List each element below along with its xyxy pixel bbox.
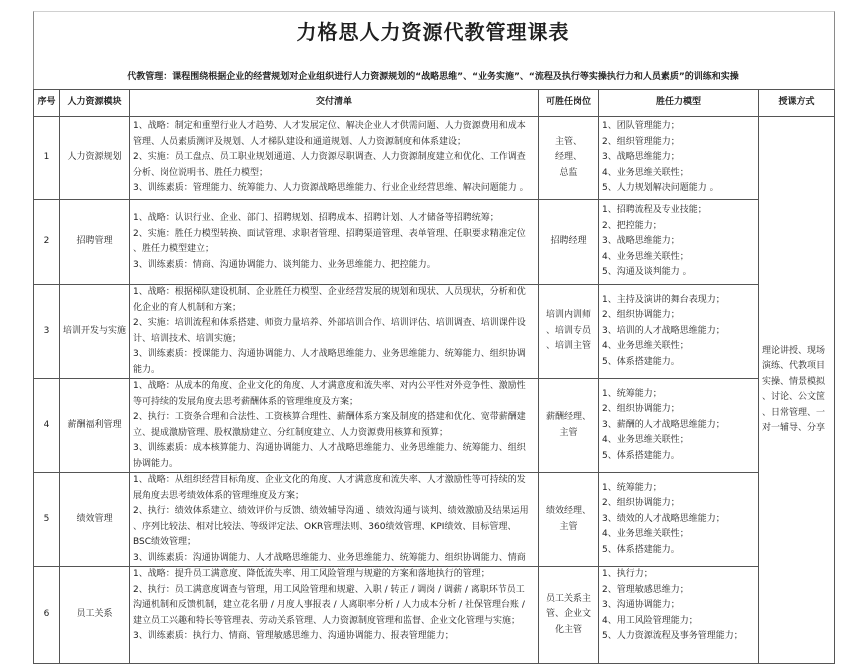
competency-line: 1、团队管理能力；	[602, 121, 680, 132]
competency-line: 1、统筹能力；	[602, 482, 662, 493]
row-competency	[599, 200, 759, 285]
header-position: 可胜任岗位	[539, 90, 599, 117]
competency-line: 1、执行力；	[602, 569, 653, 579]
position-line: 化主管	[554, 624, 582, 635]
deliverable-line: 管理、人员素质测评及规划、人才梯队建设和通道规划、人力资源制度和体系建设；	[133, 136, 467, 147]
competency-line: 5、沟通及谈判能力 。	[602, 267, 692, 278]
deliverable-line: 1、战略：认识行业、企业、部门、招聘规划、招聘成本、招聘计划、人才储备等招聘统筹；	[133, 213, 499, 223]
position-line: 主管、	[554, 136, 582, 147]
competency-line: 2、管理敏感思维力；	[602, 584, 689, 595]
row-no: 3	[34, 285, 60, 379]
competency-line: 2、组织协调能力；	[602, 404, 680, 415]
position-line: 主管	[559, 427, 578, 438]
method-line: 对一辅导、分享	[762, 423, 826, 433]
competency-line: 3、薪酬的人才战略思维能力；	[602, 419, 725, 430]
table-row	[34, 473, 835, 567]
row-module: 绩效管理	[60, 473, 130, 567]
deliverable-line: 计、培训技术、培训实施；	[133, 333, 242, 344]
method-line: 演练、代教项目	[762, 361, 826, 371]
deliverable-line: 立、提成激励管理、股权激励建立、分红制度建立、人力资源费用核算和预算；	[133, 427, 449, 438]
row-competency	[599, 473, 759, 567]
deliverable-line: 建立员工兴趣和特长等管理表、劳动关系管理、人力资源制度管理和监督、企业文化管理与实施；	[133, 615, 521, 626]
deliverable-line: 3、训练素质：成本核算能力、沟通协调能力、人才战略思维能力、业务思维能力、统筹能力、组织	[133, 443, 526, 453]
position-line: 招聘经理	[550, 236, 587, 247]
row-deliverables	[130, 285, 539, 379]
deliverable-line: 沟通机制和反馈机制，建立花名册 / 月度人事报表 / 人离职率分析 / 人力成本分析 / 社保管理台账 /	[133, 600, 525, 610]
row-deliverables	[130, 473, 539, 567]
method-line: 实操、情景模拟	[762, 376, 826, 387]
competency-line: 3、战略思维能力；	[602, 236, 680, 247]
deliverable-line: BSC绩效管理；	[133, 537, 197, 547]
competency-line: 2、组织协调能力；	[602, 310, 680, 321]
row-no: 6	[34, 567, 60, 664]
competency-line: 4、业务思维关联性；	[602, 529, 689, 540]
deliverable-line: 1、战略：根据梯队建设机制、企业胜任力模型、企业经营发展的规划和现状、人员现状，分析和优	[133, 287, 526, 297]
row-deliverables	[130, 200, 539, 285]
competency-line: 5、人力规划解决问题能力 。	[602, 183, 719, 194]
deliverable-line: 1、战略：从组织经营目标角度、企业文化的角度、人才满意度和流失率、人才激励性等可持续的发	[133, 475, 526, 485]
position-line: 薪酬经理、	[545, 412, 591, 422]
table-row	[34, 567, 835, 664]
competency-line: 5、体系搭建能力。	[602, 450, 680, 461]
position-line: 培训内训师	[545, 310, 591, 321]
deliverable-line: 3、训练素质：管理能力、统筹能力、人力资源战略思维能力、行业企业经营思维、解决问题能力 。	[133, 183, 529, 194]
competency-line: 3、培训的人才战略思维能力；	[602, 325, 725, 336]
row-deliverables	[130, 117, 539, 200]
header-module: 人力资源模块	[60, 90, 130, 117]
competency-line: 2、组织管理能力；	[602, 136, 680, 147]
row-no: 2	[34, 200, 60, 285]
row-position	[539, 285, 599, 379]
deliverable-line: 展角度去思考绩效体系的管理维度及方案；	[133, 490, 305, 501]
deliverable-line: 2、执行：员工满意度调查与管理，用工风险管理和规避、入职 / 转正 / 调岗 / 调薪 / 离职环节员工	[133, 584, 525, 595]
deliverable-line: 、序列比较法、相对比较法、等级评定法、OKR管理法则、360绩效管理、KPI绩效、目标管理、	[133, 521, 517, 532]
row-no: 4	[34, 379, 60, 473]
competency-line: 2、把控能力；	[602, 220, 662, 231]
table-row	[34, 117, 835, 200]
method-line: 理论讲授、现场	[762, 345, 826, 356]
page-title: 力格思人力资源代教管理课表	[296, 20, 570, 44]
competency-line: 1、招聘流程及专业技能；	[602, 205, 707, 216]
competency-line: 3、沟通协调能力；	[602, 600, 680, 610]
deliverable-line: 2、实施：培训流程和体系搭建、师资力量培养、外部培训合作、培训评估、培训调查、培训课件设	[133, 318, 526, 328]
row-module: 培训开发与实施	[60, 285, 130, 379]
method-line: 、讨论、公文筐	[762, 392, 826, 402]
position-line: 总监	[559, 167, 578, 178]
position-line: 、培训主管	[545, 341, 591, 352]
deliverable-line: 1、战略：提升员工满意度、降低流失率、用工风险管理与规避的方案和落地执行的管理；	[133, 569, 490, 579]
position-line: 主管	[559, 521, 578, 532]
competency-line: 4、业务思维关联性；	[602, 167, 689, 178]
position-line: 管、企业文	[545, 609, 591, 620]
page-subtitle: 代教管理：课程围绕根据企业的经营规划对企业组织进行人力资源规划的“战略思维”、“业务实施”、“流程及执行等实操执行力和人员素质”的训练和实操	[127, 72, 739, 82]
row-competency	[599, 379, 759, 473]
competency-line: 4、业务思维关联性；	[602, 251, 689, 262]
deliverable-line: 能力。	[133, 364, 161, 375]
row-module: 招聘管理	[60, 200, 130, 285]
row-module: 薪酬福利管理	[60, 379, 130, 473]
competency-line: 5、体系搭建能力。	[602, 356, 680, 367]
deliverable-line: 、胜任力模型建立；	[133, 244, 215, 254]
deliverable-line: 协调能力。	[133, 458, 179, 469]
competency-line: 1、统筹能力；	[602, 388, 662, 399]
position-line: 员工关系主	[545, 593, 591, 604]
competency-line: 5、体系搭建能力。	[602, 544, 680, 555]
competency-line: 4、用工风险管理能力；	[602, 615, 698, 626]
table-row	[34, 379, 835, 473]
table-row	[34, 200, 835, 285]
competency-line: 2、组织协调能力；	[602, 498, 680, 509]
deliverable-line: 分析、岗位说明书、胜任力模型；	[133, 167, 269, 178]
competency-line: 5、人力资源流程及事务管理能力；	[602, 631, 743, 641]
row-module: 员工关系	[60, 567, 130, 664]
row-module: 人力资源规划	[60, 117, 130, 200]
row-no: 1	[34, 117, 60, 200]
deliverable-line: 化企业的育人机制和方案；	[133, 302, 242, 313]
header-deliverables: 交付清单	[130, 90, 539, 117]
competency-line: 3、绩效的人才战略思维能力；	[602, 513, 725, 524]
row-position	[539, 117, 599, 200]
deliverable-line: 2、实施：员工盘点、员工职业规划通道、人力资源尽职调查、人力资源制度建立和优化、工作调查	[133, 152, 526, 163]
position-line: 经理、	[554, 152, 582, 163]
header-row	[34, 90, 835, 117]
row-deliverables	[130, 379, 539, 473]
competency-line: 4、业务思维关联性；	[602, 435, 689, 446]
deliverable-line: 3、训练素质：授课能力、沟通协调能力、人才战略思维能力、业务思维能力、统筹能力、组织协调	[133, 349, 526, 359]
deliverable-line: 3、训练素质：情商、沟通协调能力、谈判能力、业务思维能力、把控能力。	[133, 259, 436, 270]
row-competency	[599, 567, 759, 664]
deliverable-line: 3、训练素质：沟通协调能力、人才战略思维能力、业务思维能力、统筹能力、组织协调能力、情商	[133, 552, 526, 563]
teaching-method-cell	[759, 117, 835, 664]
position-line: 绩效经理、	[545, 506, 591, 516]
curriculum-table	[33, 89, 835, 664]
row-competency	[599, 285, 759, 379]
deliverable-line: 1、战略：制定和重塑行业人才趋势、人才发展定位、解决企业人才供需问题、人力资源费用和成本	[133, 121, 526, 132]
row-position	[539, 567, 599, 664]
header-method: 授课方式	[759, 90, 835, 117]
table-row	[34, 285, 835, 379]
competency-line: 4、业务思维关联性；	[602, 341, 689, 352]
deliverable-line: 2、执行：绩效体系建立、绩效评价与反馈、绩效辅导沟通 、绩效沟通与谈判、绩效激励及结果运用	[133, 506, 529, 516]
deliverable-line: 2、实施：胜任力模型转换、面试管理、求职者管理、招聘渠道管理、表单管理、任职要求精准定位	[133, 228, 526, 239]
deliverable-line: 等可持续的发展角度去思考薪酬体系的管理维度及方案；	[133, 396, 359, 407]
row-position	[539, 200, 599, 285]
header-no: 序号	[34, 90, 60, 117]
row-position	[539, 473, 599, 567]
deliverable-line: 1、战略：从成本的角度、企业文化的角度、人才满意度和流失率、对内公平性对外竞争性、激励性	[133, 381, 526, 391]
row-position	[539, 379, 599, 473]
header-competency: 胜任力模型	[599, 90, 759, 117]
deliverable-line: 2、执行：工资条合理和合法性、工资核算合理性、薪酬体系方案及制度的搭建和优化、宽带薪酬建	[133, 412, 526, 422]
row-deliverables	[130, 567, 539, 664]
row-competency	[599, 117, 759, 200]
competency-line: 3、战略思维能力；	[602, 152, 680, 163]
position-line: 、培训专员	[545, 325, 591, 336]
competency-line: 1、主持及演讲的舞台表现力；	[602, 294, 725, 305]
deliverable-line: 3、训练素质：执行力、情商、管理敏感思维力、沟通协调能力、报表管理能力；	[133, 631, 454, 641]
row-no: 5	[34, 473, 60, 567]
method-line: 、日常管理、一	[762, 407, 826, 418]
